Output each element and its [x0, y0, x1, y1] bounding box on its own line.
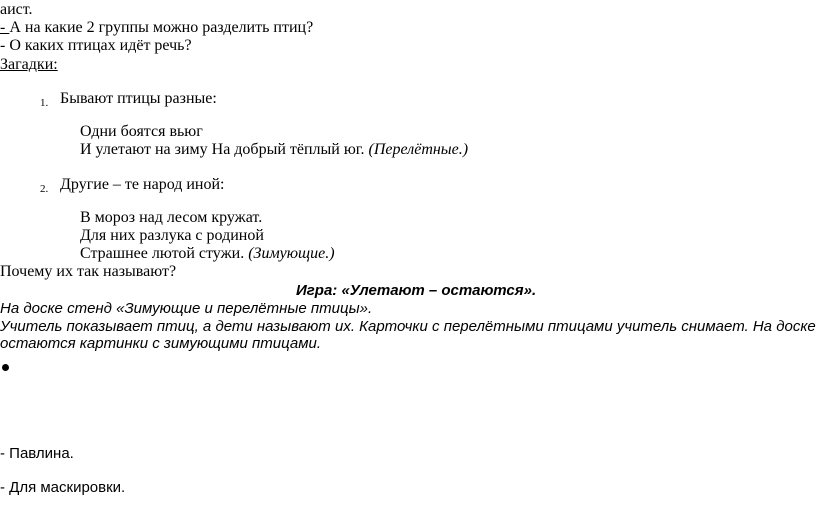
list-number: 1. — [40, 97, 49, 109]
game-title: Игра: «Улетают – остаются». — [296, 282, 537, 299]
riddle-verse-text: И улетают на зиму На добрый тёплый юг. — [80, 141, 369, 158]
question-line: - О каких птицах идёт речь? — [0, 37, 192, 54]
text-line: аист. — [0, 1, 33, 18]
answer-line: - Павлина. — [0, 445, 74, 462]
question-text: А на какие 2 группы можно разделить птиц? — [9, 19, 314, 36]
riddle-intro: Бывают птицы разные: — [60, 90, 217, 107]
instruction-text: остаются картинки с зимующими птицами. — [0, 335, 321, 352]
section-heading: Загадки: — [0, 56, 58, 73]
instruction-text: Учитель показывает птиц, а дети называют их. Карточки с перелётными птицами учитель снимает. На доске — [0, 318, 816, 335]
bullet-marker — [2, 364, 9, 371]
question-line — [0, 19, 313, 37]
list-number: 2. — [40, 183, 49, 195]
riddle-verse: Для них разлука с родиной — [80, 227, 264, 244]
riddle-intro: Другие – те народ иной: — [60, 176, 225, 193]
riddle-answer: (Зимующие.) — [248, 245, 335, 262]
riddle-verse — [80, 141, 468, 159]
riddle-verse-text: Страшнее лютой стужи. — [80, 245, 249, 262]
answer-line: - Для маскировки. — [0, 479, 126, 496]
riddle-verse: В мороз над лесом кружат. — [80, 209, 263, 226]
question-line: Почему их так называют? — [0, 263, 177, 280]
riddle-verse: Одни боятся вьюг — [80, 123, 203, 140]
dash-marker: - — [0, 19, 10, 36]
riddle-answer: (Перелётные.) — [368, 141, 469, 158]
instruction-text: На доске стенд «Зимующие и перелётные птицы». — [0, 300, 373, 317]
riddle-verse — [80, 245, 335, 263]
